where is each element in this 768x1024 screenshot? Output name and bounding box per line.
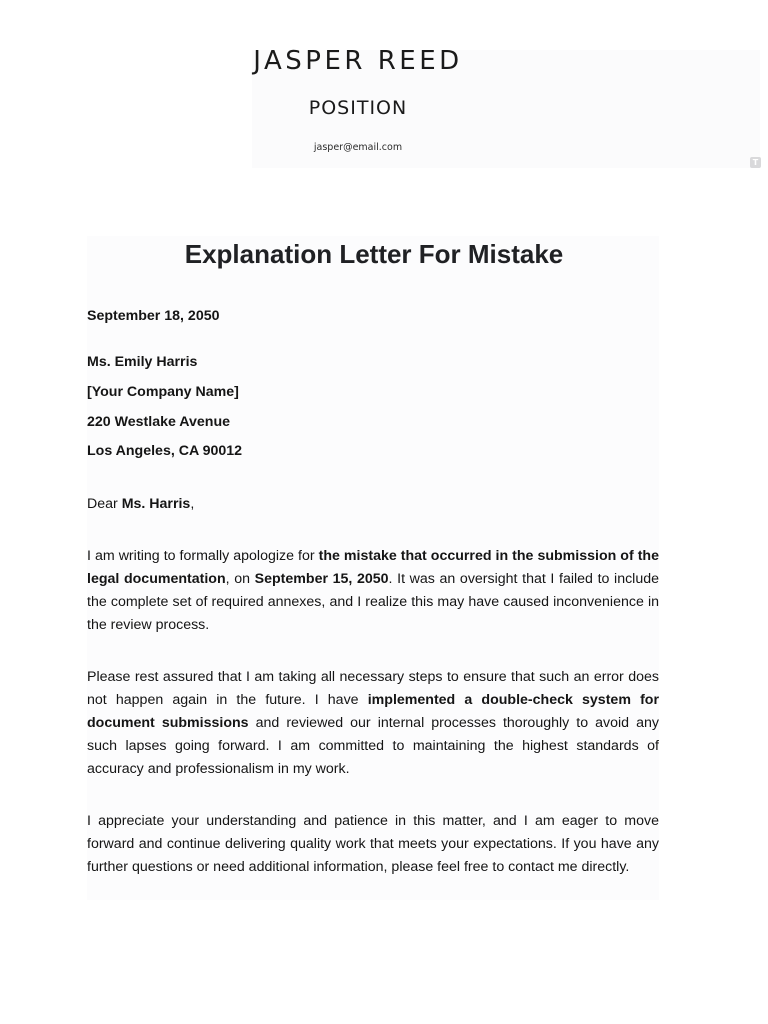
salutation-name: Ms. Harris — [121, 496, 191, 512]
salutation-prefix: Dear — [87, 496, 122, 512]
paragraph-apology-bold-2: September 15, 2050 — [254, 571, 389, 587]
salutation — [87, 493, 194, 516]
paragraph-apology-bold-1: the mistake that occurred in the submission of the legal documentation — [87, 548, 659, 587]
paragraph-apology-text-2: , on — [225, 571, 255, 587]
paragraph-assurance-text-1: Please rest assured that I am taking all necessary steps to ensure that such an error does not happen again in the future. I have — [87, 669, 659, 708]
recipient-company: [Your Company Name] — [87, 384, 239, 400]
paragraph-closing-text-1: I appreciate your understanding and patience in this matter, and I am eager to move forward and continue delivering quality work that meets your expectations. If you have any further questions or need additional information, please feel free to contact me directly. — [87, 813, 659, 875]
paragraph-assurance-bold-1: implemented a double-check system for document submissions — [87, 692, 659, 731]
t-badge-icon[interactable]: T — [750, 157, 761, 168]
paragraph-assurance-text-2: and reviewed our internal processes thoroughly to avoid any such lapses going forward. I am committed to maintaining the highest standards of accuracy and professionalism in my work. — [87, 715, 659, 777]
letter-title: Explanation Letter For Mistake — [184, 239, 564, 269]
recipient-name: Ms. Emily Harris — [87, 354, 198, 370]
author-position: POSITION — [308, 97, 408, 119]
letter-date: September 18, 2050 — [87, 308, 220, 324]
paragraph-apology-text-1: I am writing to formally apologize for — [87, 548, 319, 564]
paragraph-apology-text-3: . It was an oversight that I failed to include the complete set of required annexes, and I realize this may have caused inconvenience in the review process. — [87, 571, 659, 633]
paragraph-assurance — [87, 666, 659, 781]
paragraph-closing — [87, 810, 659, 879]
recipient-city: Los Angeles, CA 90012 — [87, 443, 243, 459]
author-email: jasper@email.com — [313, 142, 403, 153]
author-name: JASPER REED — [253, 46, 463, 76]
recipient-street: 220 Westlake Avenue — [87, 414, 231, 430]
salutation-suffix: , — [190, 496, 195, 512]
paragraph-apology — [87, 545, 659, 637]
